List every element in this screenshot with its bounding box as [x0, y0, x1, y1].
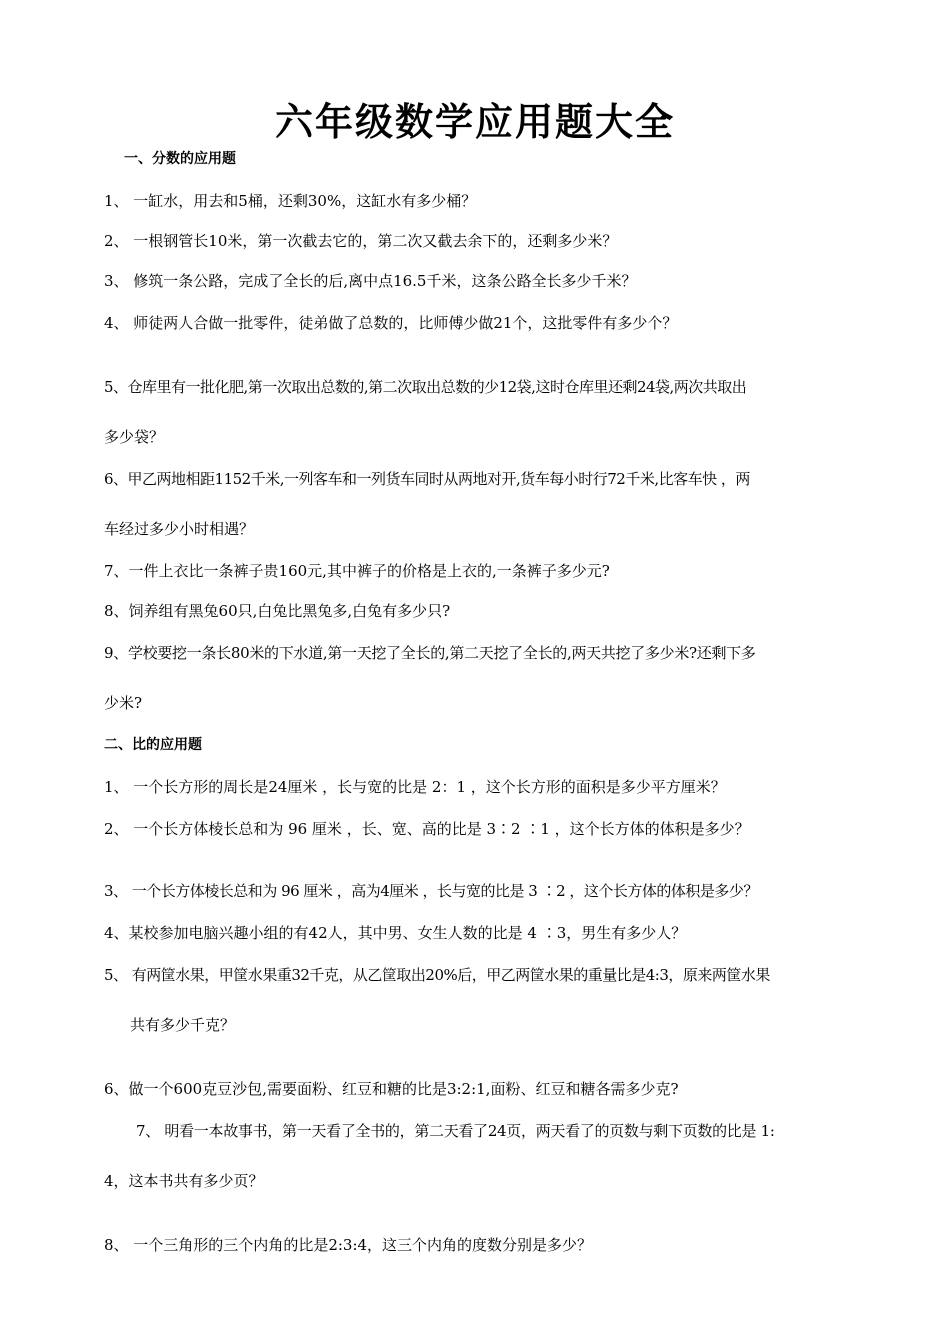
problem-line: 3、 一个长方体棱长总和为 96 厘米 ，高为4厘米 ，长与宽的比是 3 ∶2 ，这个长方体的体积是多少？ [104, 882, 758, 900]
problem-line: 2、 一根钢管长10米，第一次截去它的，第二次又截去余下的，还剩多少米？ [104, 232, 618, 250]
problem-line: 车经过多少小时相遇？ [104, 520, 255, 538]
problem-line: 6、甲乙两地相距1152千米,一列客车和一列货车同时从两地对开,货车每小时行72千米,比客车快 ，两 [104, 470, 750, 488]
problem-line: 5、 有两筐水果，甲筐水果重32千克，从乙筐取出20%后，甲乙两筐水果的重量比是4:3，原来两筐水果 [104, 966, 770, 984]
problem-line: 8、 一个三角形的三个内角的比是2:3:4，这三个内角的度数分别是多少？ [104, 1236, 593, 1254]
problem-line: 9、学校要挖一条长80米的下水道,第一天挖了全长的,第二天挖了全长的,两天共挖了多少米?还剩下多 [104, 644, 756, 662]
problem-line: 1、 一缸水，用去和5桶，还剩30%，这缸水有多少桶？ [104, 192, 477, 210]
problem-line: 8、饲养组有黑兔60只,白兔比黑兔多,白兔有多少只? [104, 602, 451, 620]
problem-line: 2、 一个长方体棱长总和为 96 厘米 ，长、宽、高的比是 3∶2 ∶1 ，这个长方体的体积是多少？ [104, 820, 750, 838]
page-title: 六年级数学应用题大全 [274, 100, 675, 144]
section-heading-ratios: 二、比的应用题 [104, 737, 202, 753]
problem-line: 多少袋？ [104, 428, 165, 446]
problem-line: 7、 明看一本故事书，第一天看了全书的，第二天看了24页，两天看了的页数与剩下页数的比是 1: [136, 1122, 775, 1140]
problem-line: 3、 修筑一条公路，完成了全长的后,离中点16.5千米，这条公路全长多少千米？ [104, 272, 637, 290]
problem-line: 4、 师徒两人合做一批零件，徒弟做了总数的，比师傅少做21个，这批零件有多少个？ [104, 314, 678, 332]
problem-line: 7、一件上衣比一条裤子贵160元,其中裤子的价格是上衣的,一条裤子多少元? [104, 562, 610, 580]
problem-line: 共有多少千克？ [130, 1016, 236, 1034]
problem-line: 5、仓库里有一批化肥,第一次取出总数的,第二次取出总数的少12袋,这时仓库里还剩24袋,两次共取出 [104, 378, 747, 396]
problem-line: 6、做一个600克豆沙包,需要面粉、红豆和糖的比是3:2:1,面粉、红豆和糖各需多少克? [104, 1080, 679, 1098]
section-heading-fractions: 一、分数的应用题 [124, 151, 236, 167]
problem-line: 1、 一个长方形的周长是24厘米 ，长与宽的比是 2：1 ，这个长方形的面积是多少平方厘米？ [104, 778, 726, 796]
problem-line: 4、某校参加电脑兴趣小组的有42人，其中男、女生人数的比是 4 ∶3，男生有多少人？ [104, 924, 687, 942]
problem-line: 4，这本书共有多少页？ [104, 1172, 264, 1190]
problem-line: 少米? [104, 694, 143, 712]
